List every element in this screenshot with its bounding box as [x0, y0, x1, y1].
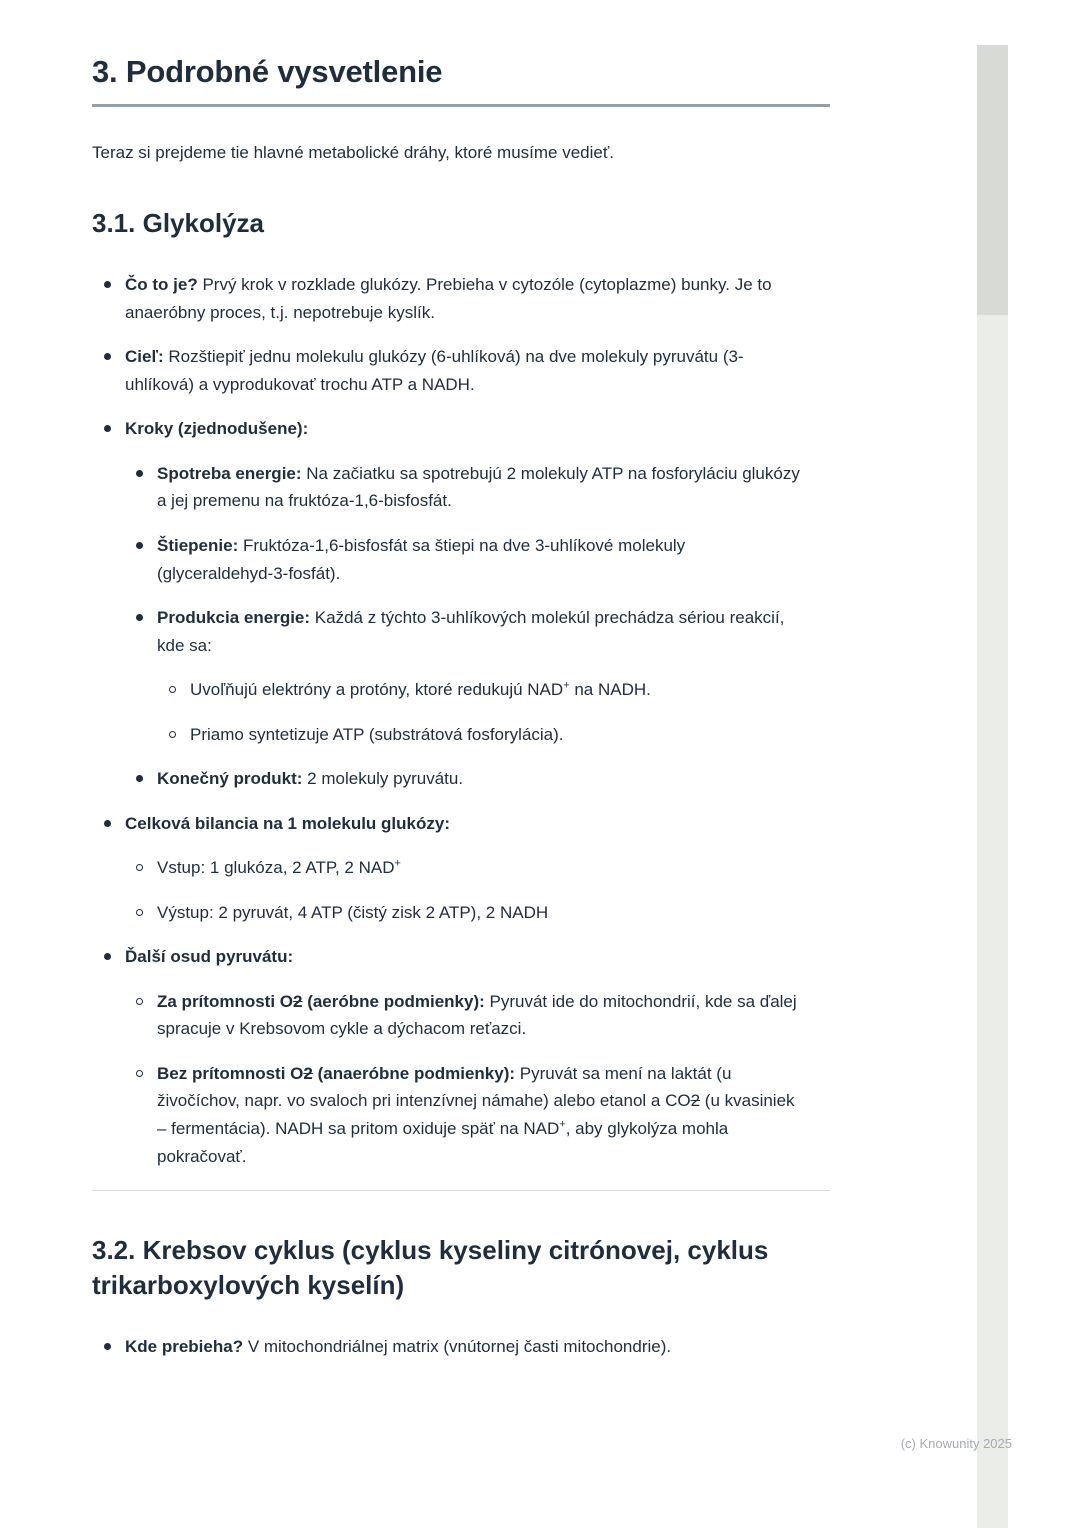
bullet-disc	[104, 281, 111, 288]
scrollbar-thumb[interactable]	[977, 45, 1008, 315]
list-item-text: Celková bilancia na 1 molekulu glukózy:	[125, 813, 450, 833]
list-item-text: Uvoľňujú elektróny a protóny, ktoré redukujú NAD+ na NADH.	[190, 679, 651, 700]
list-item-text: Produkcia energie: Každá z týchto 3-uhlíkových molekúl prechádza sériou reakcií, kde sa:	[157, 608, 785, 655]
bullet-circle	[169, 731, 176, 738]
bullet-disc	[136, 470, 143, 477]
list-item	[104, 943, 830, 971]
list-item-text: Výstup: 2 pyruvát, 4 ATP (čistý zisk 2 ATP), 2 NADH	[157, 902, 549, 922]
list-item	[136, 988, 830, 1043]
section-heading-krebsov-cyklus: 3.2. Krebsov cyklus (cyklus kyseliny citrónovej, cyklus trikarboxylových kyselín)	[92, 1235, 769, 1301]
title-rule	[92, 104, 830, 107]
list-item	[104, 415, 830, 443]
list-item-text: Kroky (zjednodušene):	[125, 419, 309, 439]
list-item-text: Ďalší osud pyruvátu:	[125, 947, 294, 967]
bullet-disc	[136, 614, 143, 621]
intro-paragraph: Teraz si prejdeme tie hlavné metabolické dráhy, ktoré musíme vedieť.	[92, 143, 614, 162]
bullet-disc	[136, 542, 143, 549]
section-divider	[92, 1190, 830, 1191]
list-item-text: Vstup: 1 glukóza, 2 ATP, 2 NAD+	[157, 857, 401, 878]
bullet-circle	[136, 998, 143, 1005]
list-item	[136, 899, 830, 927]
bullet-disc	[104, 425, 111, 432]
bullet-list-krebsov-cyklus	[92, 1333, 830, 1361]
list-item-text: Spotreba energie: Na začiatku sa spotrebujú 2 molekuly ATP na fosforyláciu glukózy a jej premenu na fruktóza-1,6-bisfosfát.	[157, 463, 800, 511]
bullet-circle	[136, 1070, 143, 1077]
bullet-disc	[136, 775, 143, 782]
list-item-text: Čo to je? Prvý krok v rozklade glukózy. Prebieha v cytozóle (cytoplazme) bunky. Je to anaeróbny proces, t.j. nepotrebuje kyslík.	[125, 275, 772, 322]
list-item-text: Bez prítomnosti O2 (anaeróbne podmienky): Pyruvát sa mení na laktát (u živočíchov, napr. vo svaloch pri intenzívnej námahe) alebo etanol a CO2 (u kvasiniek – fermentácia). NADH sa pritom oxiduje späť na NAD+, aby glykolýza mohla pokračovať.	[157, 1063, 795, 1166]
section-heading-glykolyza: 3.1. Glykolýza	[92, 208, 264, 239]
bullet-disc	[104, 953, 111, 960]
bullet-disc	[104, 820, 111, 827]
list-item	[136, 532, 830, 587]
page-title: 3. Podrobné vysvetlenie	[92, 54, 443, 89]
list-item	[136, 460, 830, 515]
list-item-text: Cieľ: Rozštiepiť jednu molekulu glukózy (6-uhlíková) na dve molekuly pyruvátu (3-uhlíková) a vyprodukovať trochu ATP a NADH.	[125, 347, 744, 394]
bullet-disc	[104, 1343, 111, 1350]
bullet-circle	[169, 686, 176, 693]
bullet-disc	[104, 353, 111, 360]
list-item	[169, 721, 830, 749]
bullet-list-glykolyza	[92, 271, 830, 1170]
list-item	[136, 604, 830, 659]
list-item	[169, 676, 830, 704]
list-item-text: Kde prebieha? V mitochondriálnej matrix (vnútornej časti mitochondrie).	[125, 1337, 672, 1357]
list-item	[104, 1333, 830, 1361]
bullet-circle	[136, 909, 143, 916]
scrollbar-track[interactable]	[977, 45, 1008, 1528]
list-item-text: Za prítomnosti O2 (aeróbne podmienky): Pyruvát ide do mitochondrií, kde sa ďalej spracuje v Krebsovom cykle a dýchacom reťazci.	[157, 991, 797, 1039]
list-item	[104, 810, 830, 838]
list-item	[136, 765, 830, 793]
footer-credit: (c) Knowunity 2025	[900, 1436, 1012, 1451]
list-item-text: Priamo syntetizuje ATP (substrátová fosforylácia).	[190, 724, 564, 744]
list-item	[104, 343, 830, 398]
bullet-circle	[136, 864, 143, 871]
document-content	[92, 54, 830, 1378]
list-item	[104, 271, 830, 326]
list-item	[136, 854, 830, 882]
list-item-text: Konečný produkt: 2 molekuly pyruvátu.	[157, 769, 464, 789]
list-item-text: Štiepenie: Fruktóza-1,6-bisfosfát sa štiepi na dve 3-uhlíkové molekuly (glyceraldehyd-3-fosfát).	[157, 536, 686, 583]
list-item	[136, 1060, 830, 1170]
